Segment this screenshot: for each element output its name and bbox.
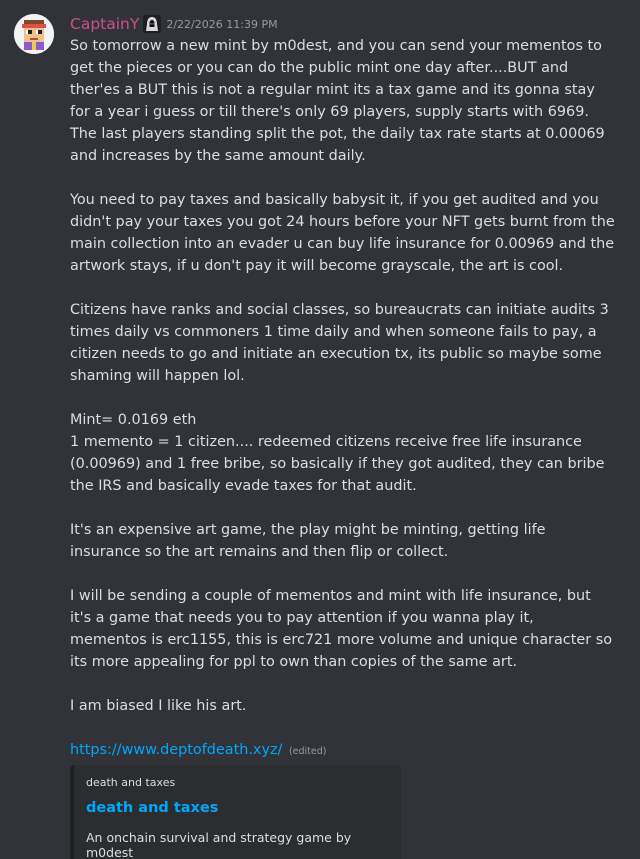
hooded-figure-badge-icon[interactable] <box>143 15 161 33</box>
pixel-avatar-icon <box>14 14 54 54</box>
message-paragraph: So tomorrow a new mint by m0dest, and you can send your mementos to get the pieces or you can do the public mint one day after....BUT and ther'es a BUT this is not a regular mint its a tax game and its gonna stay for a year i guess or till there's only 69 players, supply starts with 6969. The last players standing split the pot, the daily tax rate starts at 0.00069 and increases by the same amount daily. <box>70 38 605 164</box>
message-paragraph: Mint= 0.0169 eth 1 memento = 1 citizen.... redeemed citizens receive free life insurance (0.00969) and 1 free bribe, so basically if they got audited, they can bribe the IRS and basically evade taxes for that audit. <box>70 412 605 494</box>
username[interactable]: CaptainY <box>70 15 140 33</box>
link-embed <box>70 765 401 859</box>
message-content <box>70 35 615 763</box>
message-paragraph: I am biased I like his art. <box>70 698 247 714</box>
embed-description: An onchain survival and strategy game by m0dest <box>86 830 352 859</box>
message-paragraph: Citizens have ranks and social classes, so bureaucrats can initiate audits 3 times daily vs commoners 1 time daily and when someone fails to pay, a citizen needs to go and initiate an execution tx, its public so maybe some shaming will happen lol. <box>70 302 609 384</box>
message-header <box>70 13 278 35</box>
website-link[interactable]: https://www.deptofdeath.xyz/ <box>70 742 283 758</box>
embed-title-link[interactable]: death and taxes <box>86 800 219 816</box>
edited-label: (edited) <box>288 746 327 757</box>
message-paragraph: I will be sending a couple of mementos and mint with life insurance, but it's a game that needs you to pay attention if you wanna play it, mementos is erc1155, this is erc721 more volume and unique character so its more appealing for ppl to own than copies of the same art. <box>70 588 612 670</box>
message-timestamp[interactable]: 2/22/2026 11:39 PM <box>166 17 278 31</box>
embed-provider[interactable]: death and taxes <box>86 776 176 789</box>
message-paragraph: It's an expensive art game, the play might be minting, getting life insurance so the art remains and then flip or collect. <box>70 522 546 560</box>
user-avatar[interactable] <box>14 14 54 54</box>
message-paragraph: You need to pay taxes and basically babysit it, if you get audited and you didn't pay your taxes you got 24 hours before your NFT gets burnt from the main collection into an evader u can buy life insurance for 0.00969 and the artwork stays, if u don't pay it will become grayscale, the art is cool. <box>70 192 615 274</box>
link-line <box>70 739 615 763</box>
